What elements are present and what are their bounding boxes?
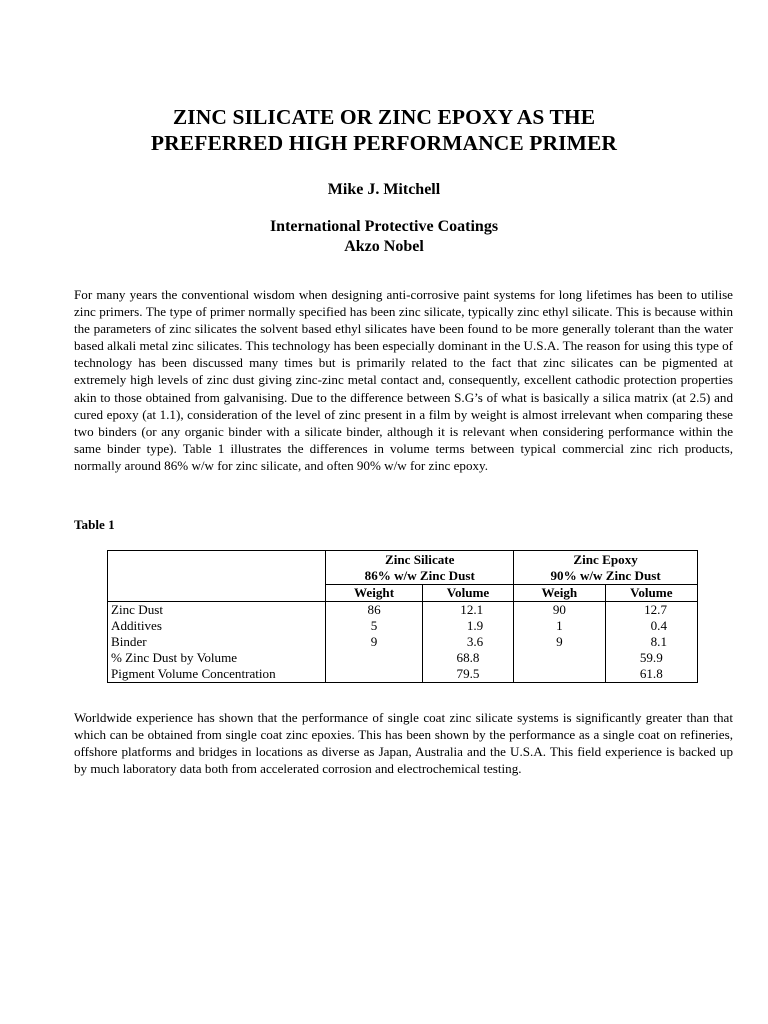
table-cell bbox=[514, 650, 605, 666]
subheader-weight: Weigh bbox=[514, 585, 605, 602]
table-row bbox=[108, 634, 698, 650]
subheader-volume: Volume bbox=[605, 585, 697, 602]
table-cell: 9 bbox=[326, 634, 422, 650]
row-label: Binder bbox=[108, 634, 326, 650]
table-cell: 3.6 bbox=[422, 634, 513, 650]
group-header-zinc-silicate bbox=[326, 551, 514, 585]
table-cell: 5 bbox=[326, 618, 422, 634]
row-label: % Zinc Dust by Volume bbox=[108, 650, 326, 666]
table-cell: 68.8 bbox=[422, 650, 513, 666]
table-cell: 1.9 bbox=[422, 618, 513, 634]
table-cell: 0.4 bbox=[605, 618, 697, 634]
table-cell: 86 bbox=[326, 602, 422, 619]
author-name: Mike J. Mitchell bbox=[327, 181, 441, 198]
group-header-line-2: 86% w/w Zinc Dust bbox=[364, 568, 475, 583]
table-cell bbox=[326, 666, 422, 683]
table-cell: 12.1 bbox=[422, 602, 513, 619]
affiliation-line-1: International Protective Coatings bbox=[269, 218, 499, 235]
intro-paragraph: For many years the conventional wisdom when designing anti-corrosive paint systems for long lifetimes has been to utilise zinc primers. The type of primer normally specified has been zinc silicate, typically zinc ethyl silicate. This is because within the parameters of zinc silicates the solvent based ethyl silicates have been found to be more generally tolerant than the water based alkali metal zinc silicates. This technology has been especially dominant in the U.S.A. The reason for using this type of technology has been discussed many times but is primarily related to the fact that zinc silicates can be pigmented at extremely high levels of zinc dust giving zinc-zinc metal contact and, consequently, excellent cathodic protection properties akin to those obtained from galvanising. Due to the difference between S.G’s of what is basically a silica matrix (at 2.5) and cured epoxy (at 1.1), consideration of the level of zinc present in a film by weight is almost irrelevant when comparing these two binders (or any organic binder with a silicate binder, although it is relevant when considering performance within the same binder type). Table 1 illustrates the differences in volume terms between typical commercial zinc rich products, normally around 86% w/w for zinc silicate, and often 90% w/w for zinc epoxy. bbox=[74, 287, 733, 473]
subheader-weight: Weight bbox=[326, 585, 422, 602]
paper-title bbox=[0, 104, 768, 156]
table-cell bbox=[326, 650, 422, 666]
affiliation bbox=[0, 217, 768, 257]
title-line-2: PREFERRED HIGH PERFORMANCE PRIMER bbox=[150, 131, 618, 155]
row-label: Additives bbox=[108, 618, 326, 634]
table-corner-cell bbox=[108, 551, 326, 602]
table-cell: 9 bbox=[514, 634, 605, 650]
title-line-1: ZINC SILICATE OR ZINC EPOXY AS THE bbox=[172, 105, 596, 129]
subheader-volume: Volume bbox=[422, 585, 513, 602]
table-cell: 1 bbox=[514, 618, 605, 634]
affiliation-line-2: Akzo Nobel bbox=[344, 238, 424, 255]
table-row bbox=[108, 602, 698, 619]
group-header-zinc-epoxy bbox=[514, 551, 698, 585]
table-cell: 79.5 bbox=[422, 666, 513, 683]
group-header-line-1: Zinc Epoxy bbox=[573, 552, 638, 567]
table-cell: 12.7 bbox=[605, 602, 697, 619]
table-group-header-row bbox=[108, 551, 698, 585]
table-row bbox=[108, 650, 698, 666]
table-cell: 61.8 bbox=[605, 666, 697, 683]
table-row bbox=[108, 666, 698, 683]
table-cell: 90 bbox=[514, 602, 605, 619]
row-label: Pigment Volume Concentration bbox=[108, 666, 326, 683]
table-cell: 59.9 bbox=[605, 650, 697, 666]
zinc-comparison-table bbox=[107, 550, 698, 683]
experience-paragraph: Worldwide experience has shown that the performance of single coat zinc silicate systems is significantly greater than that which can be obtained from single coat zinc epoxies. This has been shown by the performance as a single coat on refineries, offshore platforms and bridges in locations as diverse as Japan, Australia and the U.S.A. This field experience is backed up by much laboratory data both from accelerated corrosion and electrochemical testing. bbox=[74, 710, 733, 777]
table-row bbox=[108, 618, 698, 634]
row-label: Zinc Dust bbox=[108, 602, 326, 619]
group-header-line-2: 90% w/w Zinc Dust bbox=[550, 568, 661, 583]
table-label: Table 1 bbox=[74, 517, 115, 532]
group-header-line-1: Zinc Silicate bbox=[385, 552, 455, 567]
table-cell bbox=[514, 666, 605, 683]
table-cell: 8.1 bbox=[605, 634, 697, 650]
